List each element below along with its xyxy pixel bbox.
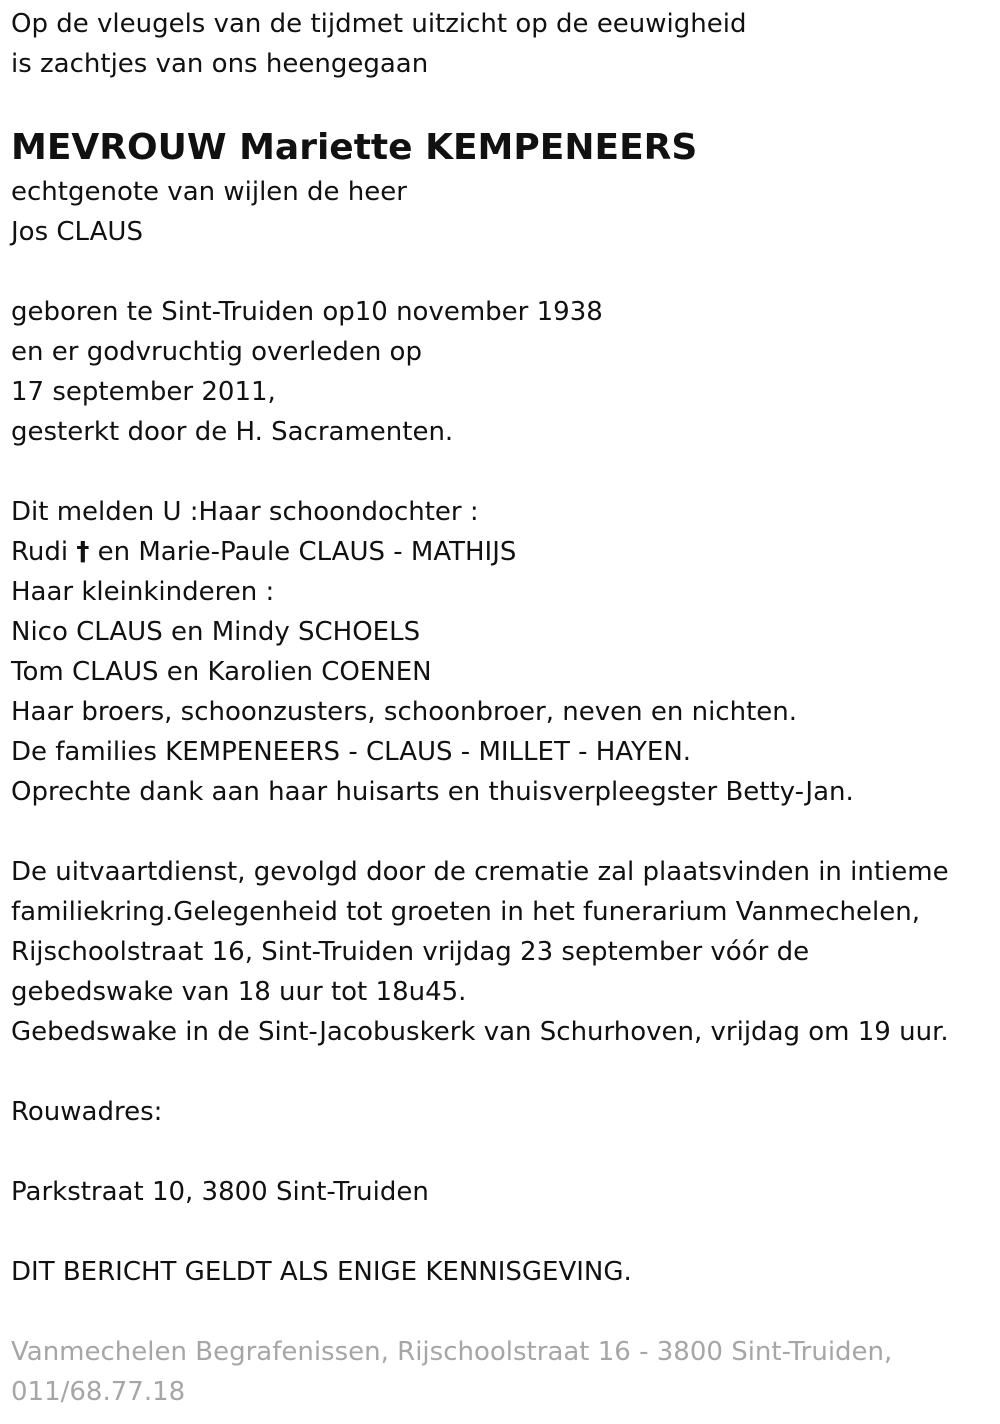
deceased-name: MEVROUW Mariette KEMPENEERS xyxy=(11,127,698,168)
family-line: Dit melden U :Haar schoondochter : xyxy=(11,497,479,527)
address-label: Rouwadres: xyxy=(11,1097,163,1127)
mourning-address: Parkstraat 10, 3800 Sint-Truiden xyxy=(11,1177,429,1207)
service-info xyxy=(11,852,991,1052)
family-name-part: en Marie-Paule CLAUS - MATHIJS xyxy=(89,537,517,567)
intro-line: Op de vleugels van de tijdmet uitzicht op de eeuwigheid xyxy=(11,9,747,39)
spouse-line: echtgenote van wijlen de heer xyxy=(11,177,407,207)
death-date: 17 september 2011, xyxy=(11,377,276,407)
intro-line: is zachtjes van ons heengegaan xyxy=(11,49,429,79)
intro-text xyxy=(11,4,991,84)
funeral-home-address: Vanmechelen Begrafenissen, Rijschoolstraat 16 - 3800 Sint-Truiden, xyxy=(11,1337,893,1367)
funeral-home-phone: 011/68.77.18 xyxy=(11,1377,186,1407)
sacraments-line: gesterkt door de H. Sacramenten. xyxy=(11,417,454,447)
notice-line: DIT BERICHT GELDT ALS ENIGE KENNISGEVING. xyxy=(11,1257,632,1287)
family-line xyxy=(11,532,991,572)
spouse-info xyxy=(11,172,991,252)
family-line: Haar kleinkinderen : xyxy=(11,577,275,607)
family-list xyxy=(11,492,991,812)
funeral-home-footer xyxy=(11,1332,991,1412)
cross-icon: † xyxy=(76,537,90,567)
spouse-name: Jos CLAUS xyxy=(11,217,143,247)
family-name-part: Rudi xyxy=(11,537,77,567)
obituary-notice xyxy=(11,4,991,1412)
family-line: De families KEMPENEERS - CLAUS - MILLET - HAYEN. xyxy=(11,737,692,767)
family-line: Tom CLAUS en Karolien COENEN xyxy=(11,657,432,687)
family-line: Nico CLAUS en Mindy SCHOELS xyxy=(11,617,421,647)
birth-line: geboren te Sint-Truiden op10 november 1938 xyxy=(11,297,603,327)
thanks-line: Oprechte dank aan haar huisarts en thuisverpleegster Betty-Jan. xyxy=(11,777,854,807)
service-line: familiekring.Gelegenheid tot groeten in het funerarium Vanmechelen, xyxy=(11,897,920,927)
service-line: Gebedswake in de Sint-Jacobuskerk van Schurhoven, vrijdag om 19 uur. xyxy=(11,1017,949,1047)
birth-death-info xyxy=(11,292,991,452)
service-line: Rijschoolstraat 16, Sint-Truiden vrijdag 23 september vóór de xyxy=(11,937,810,967)
service-line: gebedswake van 18 uur tot 18u45. xyxy=(11,977,467,1007)
service-line: De uitvaartdienst, gevolgd door de crematie zal plaatsvinden in intieme xyxy=(11,857,949,887)
family-line: Haar broers, schoonzusters, schoonbroer, neven en nichten. xyxy=(11,697,798,727)
death-line: en er godvruchtig overleden op xyxy=(11,337,422,367)
